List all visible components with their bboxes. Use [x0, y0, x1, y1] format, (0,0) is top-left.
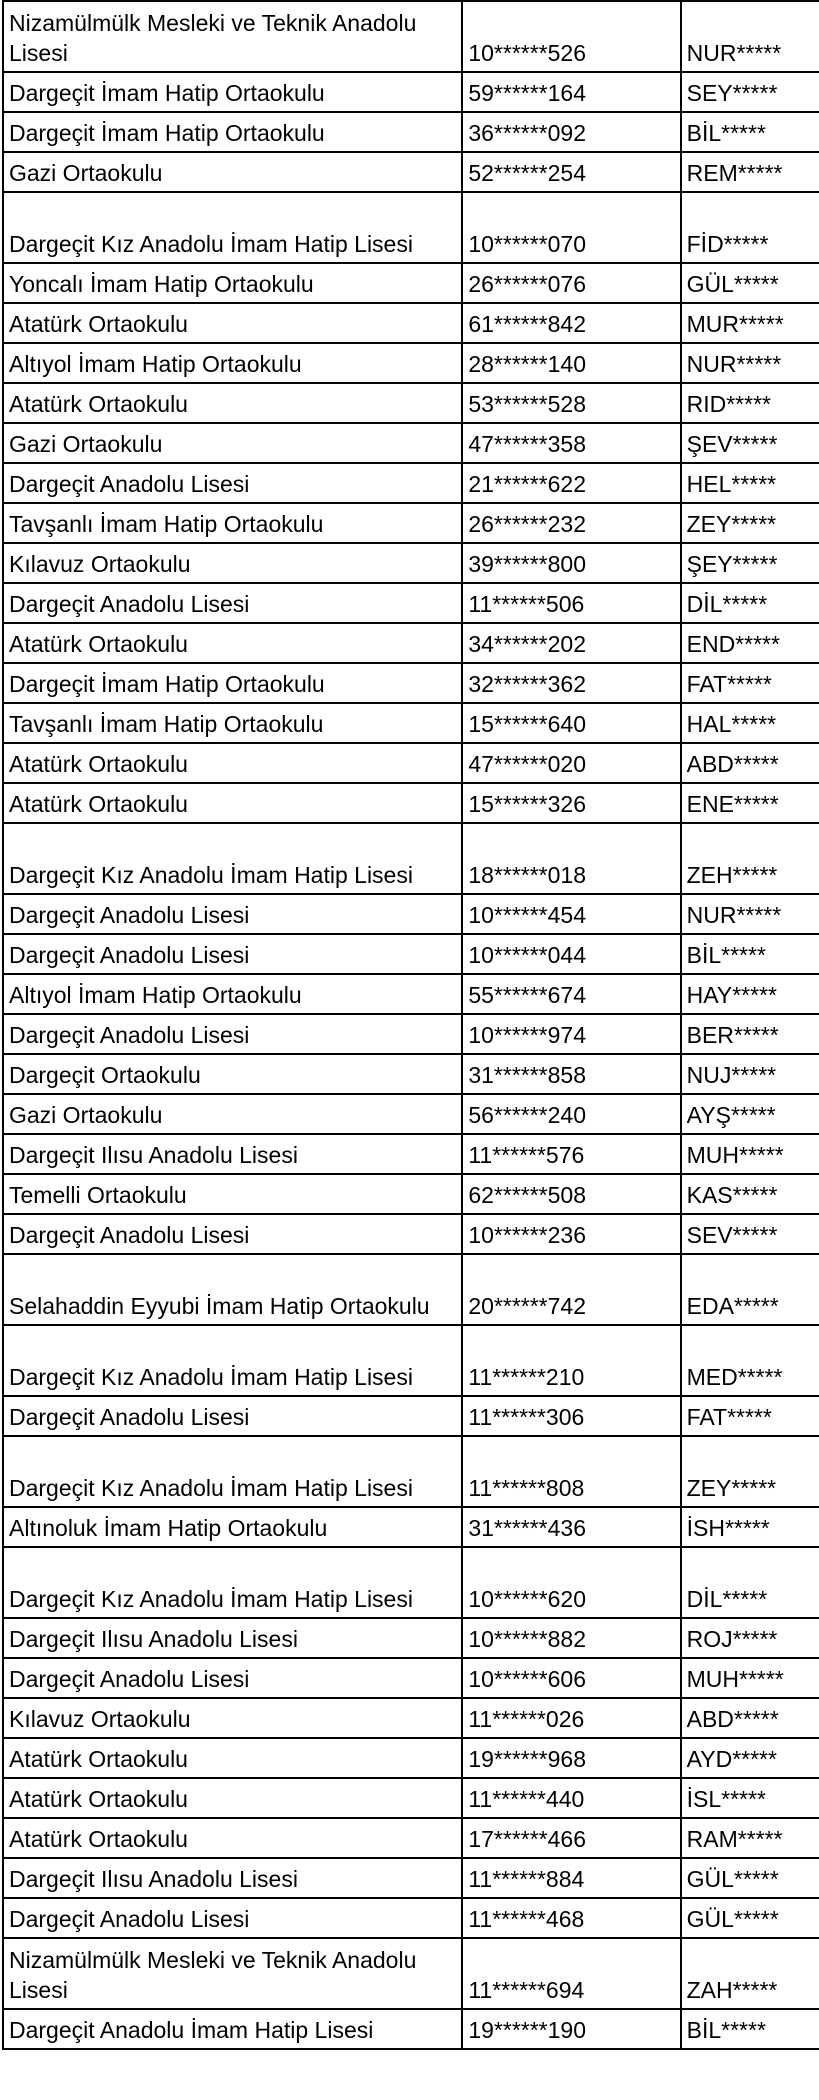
- table-row: [3, 1507, 819, 1547]
- school-cell: Dargeçit Anadolu Lisesi: [3, 1658, 462, 1698]
- student-name-cell: REM*****: [681, 152, 819, 192]
- table-row: [3, 823, 819, 894]
- id-number-cell: 10******606: [462, 1658, 680, 1698]
- student-name-cell: FAT*****: [681, 663, 819, 703]
- table-row: [3, 1618, 819, 1658]
- id-number-cell: 11******506: [462, 583, 680, 623]
- table-row: [3, 703, 819, 743]
- table-row: [3, 1325, 819, 1396]
- student-table-body: [3, 1, 819, 2049]
- student-name-cell: MUH*****: [681, 1658, 819, 1698]
- school-cell: Dargeçit Kız Anadolu İmam Hatip Lisesi: [3, 192, 462, 263]
- table-row: [3, 1396, 819, 1436]
- student-name-cell: BER*****: [681, 1014, 819, 1054]
- id-number-cell: 11******468: [462, 1898, 680, 1938]
- table-row: [3, 1698, 819, 1738]
- table-row: [3, 583, 819, 623]
- table-row: [3, 1658, 819, 1698]
- student-name-cell: DİL*****: [681, 1547, 819, 1618]
- table-row: [3, 1818, 819, 1858]
- school-cell: Atatürk Ortaokulu: [3, 1778, 462, 1818]
- student-name-cell: HEL*****: [681, 463, 819, 503]
- id-number-cell: 47******020: [462, 743, 680, 783]
- table-row: [3, 1054, 819, 1094]
- id-number-cell: 31******436: [462, 1507, 680, 1547]
- table-row: [3, 1858, 819, 1898]
- table-row: [3, 1134, 819, 1174]
- student-name-cell: BİL*****: [681, 934, 819, 974]
- id-number-cell: 59******164: [462, 72, 680, 112]
- school-cell: Altınoluk İmam Hatip Ortaokulu: [3, 1507, 462, 1547]
- student-name-cell: İSH*****: [681, 1507, 819, 1547]
- student-name-cell: HAL*****: [681, 703, 819, 743]
- school-cell: Dargeçit İmam Hatip Ortaokulu: [3, 72, 462, 112]
- school-cell: Yoncalı İmam Hatip Ortaokulu: [3, 263, 462, 303]
- table-row: [3, 1436, 819, 1507]
- table-row: [3, 343, 819, 383]
- table-row: [3, 1778, 819, 1818]
- school-cell: Tavşanlı İmam Hatip Ortaokulu: [3, 703, 462, 743]
- student-name-cell: ROJ*****: [681, 1618, 819, 1658]
- table-row: [3, 623, 819, 663]
- id-number-cell: 10******070: [462, 192, 680, 263]
- table-row: [3, 1174, 819, 1214]
- table-row: [3, 1, 819, 72]
- student-name-cell: NUR*****: [681, 894, 819, 934]
- table-row: [3, 303, 819, 343]
- student-name-cell: RAM*****: [681, 1818, 819, 1858]
- table-row: [3, 503, 819, 543]
- table-row: [3, 152, 819, 192]
- student-name-cell: ŞEY*****: [681, 543, 819, 583]
- student-name-cell: ZAH*****: [681, 1938, 819, 2009]
- table-row: [3, 463, 819, 503]
- student-name-cell: ABD*****: [681, 1698, 819, 1738]
- id-number-cell: 11******576: [462, 1134, 680, 1174]
- school-cell: Altıyol İmam Hatip Ortaokulu: [3, 974, 462, 1014]
- student-name-cell: ZEY*****: [681, 1436, 819, 1507]
- student-name-cell: MED*****: [681, 1325, 819, 1396]
- id-number-cell: 55******674: [462, 974, 680, 1014]
- school-cell: Dargeçit Ilısu Anadolu Lisesi: [3, 1858, 462, 1898]
- school-cell: Dargeçit İmam Hatip Ortaokulu: [3, 663, 462, 703]
- student-name-cell: ŞEV*****: [681, 423, 819, 463]
- id-number-cell: 10******526: [462, 1, 680, 72]
- student-name-cell: SEV*****: [681, 1214, 819, 1254]
- id-number-cell: 31******858: [462, 1054, 680, 1094]
- school-cell: Tavşanlı İmam Hatip Ortaokulu: [3, 503, 462, 543]
- table-row: [3, 1214, 819, 1254]
- id-number-cell: 61******842: [462, 303, 680, 343]
- id-number-cell: 15******326: [462, 783, 680, 823]
- table-row: [3, 1938, 819, 2009]
- school-cell: Atatürk Ortaokulu: [3, 303, 462, 343]
- id-number-cell: 26******076: [462, 263, 680, 303]
- student-name-cell: GÜL*****: [681, 263, 819, 303]
- id-number-cell: 11******210: [462, 1325, 680, 1396]
- school-cell: Atatürk Ortaokulu: [3, 1818, 462, 1858]
- school-cell: Dargeçit Anadolu Lisesi: [3, 1898, 462, 1938]
- id-number-cell: 10******044: [462, 934, 680, 974]
- student-name-cell: EDA*****: [681, 1254, 819, 1325]
- school-cell: Temelli Ortaokulu: [3, 1174, 462, 1214]
- student-name-cell: ENE*****: [681, 783, 819, 823]
- id-number-cell: 47******358: [462, 423, 680, 463]
- id-number-cell: 11******440: [462, 1778, 680, 1818]
- student-name-cell: BİL*****: [681, 2009, 819, 2049]
- school-cell: Dargeçit Anadolu Lisesi: [3, 894, 462, 934]
- student-name-cell: ZEH*****: [681, 823, 819, 894]
- school-cell: Dargeçit İmam Hatip Ortaokulu: [3, 112, 462, 152]
- table-row: [3, 72, 819, 112]
- id-number-cell: 11******808: [462, 1436, 680, 1507]
- school-cell: Gazi Ortaokulu: [3, 1094, 462, 1134]
- school-cell: Atatürk Ortaokulu: [3, 743, 462, 783]
- table-row: [3, 783, 819, 823]
- school-cell: Dargeçit Ilısu Anadolu Lisesi: [3, 1618, 462, 1658]
- id-number-cell: 18******018: [462, 823, 680, 894]
- student-name-cell: RID*****: [681, 383, 819, 423]
- student-name-cell: İSL*****: [681, 1778, 819, 1818]
- table-row: [3, 894, 819, 934]
- id-number-cell: 53******528: [462, 383, 680, 423]
- id-number-cell: 10******620: [462, 1547, 680, 1618]
- id-number-cell: 10******454: [462, 894, 680, 934]
- student-name-cell: ZEY*****: [681, 503, 819, 543]
- id-number-cell: 52******254: [462, 152, 680, 192]
- table-row: [3, 1014, 819, 1054]
- id-number-cell: 19******190: [462, 2009, 680, 2049]
- table-row: [3, 112, 819, 152]
- student-name-cell: END*****: [681, 623, 819, 663]
- school-cell: Gazi Ortaokulu: [3, 152, 462, 192]
- table-row: [3, 1094, 819, 1134]
- student-name-cell: FİD*****: [681, 192, 819, 263]
- table-row: [3, 663, 819, 703]
- id-number-cell: 20******742: [462, 1254, 680, 1325]
- id-number-cell: 34******202: [462, 623, 680, 663]
- school-cell: Dargeçit Anadolu Lisesi: [3, 934, 462, 974]
- id-number-cell: 10******974: [462, 1014, 680, 1054]
- school-cell: Kılavuz Ortaokulu: [3, 1698, 462, 1738]
- table-row: [3, 1898, 819, 1938]
- id-number-cell: 10******882: [462, 1618, 680, 1658]
- table-row: [3, 1254, 819, 1325]
- table-row: [3, 743, 819, 783]
- school-cell: Nizamülmülk Mesleki ve Teknik Anadolu Lisesi: [3, 1, 462, 72]
- school-cell: Atatürk Ortaokulu: [3, 623, 462, 663]
- school-cell: Dargeçit Anadolu Lisesi: [3, 1014, 462, 1054]
- student-name-cell: BİL*****: [681, 112, 819, 152]
- id-number-cell: 11******884: [462, 1858, 680, 1898]
- school-cell: Dargeçit Anadolu Lisesi: [3, 463, 462, 503]
- id-number-cell: 11******306: [462, 1396, 680, 1436]
- school-cell: Dargeçit Ilısu Anadolu Lisesi: [3, 1134, 462, 1174]
- id-number-cell: 36******092: [462, 112, 680, 152]
- id-number-cell: 56******240: [462, 1094, 680, 1134]
- school-cell: Nizamülmülk Mesleki ve Teknik Anadolu Lisesi: [3, 1938, 462, 2009]
- student-name-cell: MUH*****: [681, 1134, 819, 1174]
- student-table: [2, 0, 819, 2050]
- student-name-cell: MUR*****: [681, 303, 819, 343]
- table-row: [3, 1547, 819, 1618]
- school-cell: Kılavuz Ortaokulu: [3, 543, 462, 583]
- id-number-cell: 62******508: [462, 1174, 680, 1214]
- school-cell: Dargeçit Kız Anadolu İmam Hatip Lisesi: [3, 1547, 462, 1618]
- school-cell: Dargeçit Anadolu Lisesi: [3, 1214, 462, 1254]
- table-row: [3, 1738, 819, 1778]
- school-cell: Selahaddin Eyyubi İmam Hatip Ortaokulu: [3, 1254, 462, 1325]
- table-row: [3, 934, 819, 974]
- student-name-cell: NUR*****: [681, 1, 819, 72]
- table-row: [3, 423, 819, 463]
- id-number-cell: 26******232: [462, 503, 680, 543]
- school-cell: Dargeçit Anadolu İmam Hatip Lisesi: [3, 2009, 462, 2049]
- table-row: [3, 192, 819, 263]
- table-row: [3, 2009, 819, 2049]
- school-cell: Atatürk Ortaokulu: [3, 783, 462, 823]
- id-number-cell: 17******466: [462, 1818, 680, 1858]
- id-number-cell: 21******622: [462, 463, 680, 503]
- student-name-cell: AYD*****: [681, 1738, 819, 1778]
- id-number-cell: 15******640: [462, 703, 680, 743]
- school-cell: Dargeçit Kız Anadolu İmam Hatip Lisesi: [3, 1436, 462, 1507]
- id-number-cell: 32******362: [462, 663, 680, 703]
- student-name-cell: ABD*****: [681, 743, 819, 783]
- student-name-cell: GÜL*****: [681, 1898, 819, 1938]
- school-cell: Dargeçit Anadolu Lisesi: [3, 1396, 462, 1436]
- student-name-cell: GÜL*****: [681, 1858, 819, 1898]
- school-cell: Atatürk Ortaokulu: [3, 383, 462, 423]
- school-cell: Gazi Ortaokulu: [3, 423, 462, 463]
- id-number-cell: 10******236: [462, 1214, 680, 1254]
- student-name-cell: FAT*****: [681, 1396, 819, 1436]
- school-cell: Dargeçit Kız Anadolu İmam Hatip Lisesi: [3, 823, 462, 894]
- id-number-cell: 11******694: [462, 1938, 680, 2009]
- id-number-cell: 19******968: [462, 1738, 680, 1778]
- table-row: [3, 974, 819, 1014]
- id-number-cell: 28******140: [462, 343, 680, 383]
- student-name-cell: AYŞ*****: [681, 1094, 819, 1134]
- school-cell: Atatürk Ortaokulu: [3, 1738, 462, 1778]
- table-row: [3, 543, 819, 583]
- table-row: [3, 383, 819, 423]
- student-name-cell: SEY*****: [681, 72, 819, 112]
- school-cell: Dargeçit Anadolu Lisesi: [3, 583, 462, 623]
- student-name-cell: NUR*****: [681, 343, 819, 383]
- school-cell: Dargeçit Ortaokulu: [3, 1054, 462, 1094]
- student-name-cell: KAS*****: [681, 1174, 819, 1214]
- id-number-cell: 39******800: [462, 543, 680, 583]
- id-number-cell: 11******026: [462, 1698, 680, 1738]
- school-cell: Dargeçit Kız Anadolu İmam Hatip Lisesi: [3, 1325, 462, 1396]
- school-cell: Altıyol İmam Hatip Ortaokulu: [3, 343, 462, 383]
- student-name-cell: NUJ*****: [681, 1054, 819, 1094]
- table-row: [3, 263, 819, 303]
- student-name-cell: DİL*****: [681, 583, 819, 623]
- student-name-cell: HAY*****: [681, 974, 819, 1014]
